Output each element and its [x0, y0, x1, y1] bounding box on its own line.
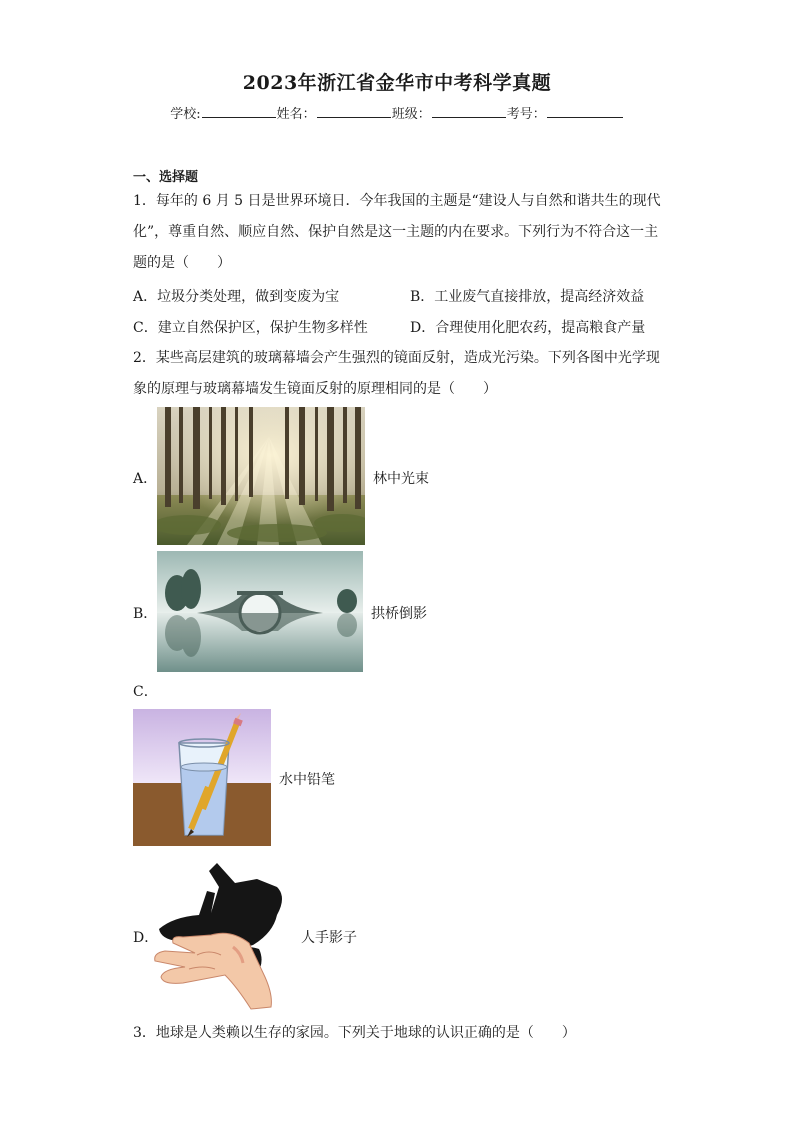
pencil-in-water-image: [133, 709, 271, 846]
name-label: 姓名：: [276, 107, 316, 122]
forest-light-image: [157, 407, 365, 545]
q2-option-d-letter: D．: [133, 930, 159, 946]
student-info-line: [0, 103, 794, 122]
question-2-line-2: 象的原理与玻璃幕墙发生镜面反射的原理相同的是（ ）: [133, 381, 497, 397]
page-title: 2023年浙江省金华市中考科学真题: [242, 72, 552, 94]
question-1-line-3: 题的是（ ）: [133, 255, 231, 271]
class-blank[interactable]: [432, 103, 506, 118]
q1-option-d: D．合理使用化肥农药，提高粮食产量: [410, 320, 646, 336]
name-blank[interactable]: [317, 103, 391, 118]
q2-option-c-letter: C．: [133, 684, 158, 700]
question-1-line-1: 1．每年的 6 月 5 日是世界环境日．今年我国的主题是“建设人与自然和谐共生的现代: [133, 193, 661, 209]
q2-option-b-letter: B．: [133, 606, 158, 622]
question-2: [133, 343, 663, 405]
arch-bridge-image: [157, 551, 363, 672]
q1-option-a: A．垃圾分类处理，做到变废为宝: [133, 289, 340, 305]
q2-option-c-caption: 水中铅笔: [279, 772, 335, 788]
question-2-line-1: 2．某些高层建筑的玻璃幕墙会产生强烈的镜面反射，造成光污染。下列各图中光学现: [133, 350, 660, 366]
school-label: 学校:: [170, 107, 201, 122]
question-3-line-1: 3．地球是人类赖以生存的家园。下列关于地球的认识正确的是（ ）: [133, 1025, 576, 1041]
q1-option-b: B．工业废气直接排放，提高经济效益: [410, 289, 645, 305]
question-1: [133, 186, 663, 279]
hand-shadow-image: [153, 857, 293, 1012]
q2-option-a-letter: A．: [133, 471, 158, 487]
question-1-line-2: 化”，尊重自然、顺应自然、保护自然是这一主题的内在要求。下列行为不符合这一主: [133, 224, 659, 240]
q1-option-c: C．建立自然保护区，保护生物多样性: [133, 320, 368, 336]
section-title: 一、选择题: [133, 170, 199, 185]
school-blank[interactable]: [202, 103, 276, 118]
number-label: 考号：: [506, 107, 546, 122]
question-3: [133, 1018, 663, 1049]
class-label: 班级：: [391, 107, 431, 122]
number-blank[interactable]: [547, 103, 623, 118]
q2-option-b-caption: 拱桥倒影: [371, 606, 427, 622]
q2-option-a-caption: 林中光束: [373, 471, 429, 487]
q2-option-d-caption: 人手影子: [301, 930, 357, 946]
